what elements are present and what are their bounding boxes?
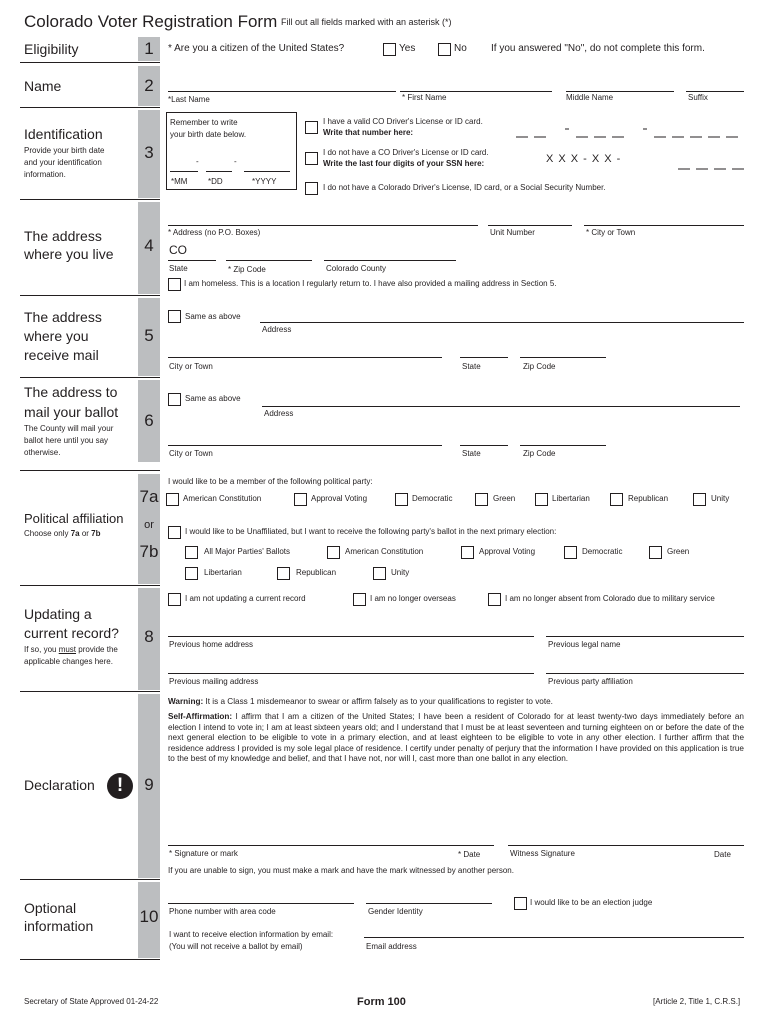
warning-text: [168, 697, 744, 708]
sep-6: [20, 470, 160, 471]
form-subtitle: Fill out all fields marked with an asterisk (*): [281, 17, 452, 27]
id-license-text: I have a valid CO Driver's License or ID card.: [323, 117, 483, 126]
party-7b-checkbox-all-major[interactable]: [185, 546, 198, 559]
section-7-desc: [24, 529, 101, 539]
sep-3: [20, 199, 160, 200]
warning-label: Warning:: [168, 697, 204, 706]
no-longer-overseas-label: I am no longer overseas: [370, 594, 456, 603]
party-7b-checkbox-democratic[interactable]: [564, 546, 577, 559]
party-7a-label-libertarian: Libertarian: [552, 494, 590, 503]
sep-8: [20, 691, 160, 692]
sep-4: [20, 295, 160, 296]
section-7a-number: 7a: [139, 487, 159, 506]
mail-city-input[interactable]: City or Town: [169, 362, 213, 371]
section-4-title-1: The address: [24, 228, 102, 244]
prev-party-input[interactable]: Previous party affiliation: [548, 677, 633, 686]
section-7-title: Political affiliation: [24, 511, 124, 526]
party-7a-label-democratic: Democratic: [412, 494, 453, 503]
section-5-title-1: The address: [24, 309, 102, 325]
party-7b-checkbox-approval-voting[interactable]: [461, 546, 474, 559]
unaffiliated-checkbox[interactable]: [168, 526, 181, 539]
party-7b-label-green: Green: [667, 547, 690, 556]
res-state-label: State: [169, 264, 188, 273]
res-county-line: [324, 260, 456, 261]
section-4-title-2: where you live: [24, 246, 114, 262]
section-6-desc-1: The County will mail your: [24, 424, 114, 433]
section-5-number: 5: [144, 326, 154, 345]
homeless-text: I am homeless. This is a location I regularly return to. I have also provided a mailing address in Section 5.: [184, 279, 557, 288]
party-7a-checkbox-libertarian[interactable]: [535, 493, 548, 506]
warning-body: It is a Class 1 misdemeanor to swear or affirm falsely as to your qualifications to register to vote.: [203, 697, 553, 706]
mail-zip-line: [520, 357, 606, 358]
homeless-checkbox[interactable]: [168, 278, 181, 291]
section-6-title-2: mail your ballot: [24, 404, 119, 420]
suffix-line: [686, 91, 744, 92]
birthdate-reminder-2: your birth date below.: [170, 130, 247, 139]
section-8-desc-1: [24, 645, 118, 655]
birth-dd-line: [206, 171, 232, 172]
section-6-title-1: The address to: [24, 384, 118, 400]
witness-date-input[interactable]: Date: [714, 850, 731, 859]
self-affirmation-body: I affirm that I am a citizen of the United States; I have been a resident of Colorado for at least twenty-two days immediately before an election I intend to vote in; I am at least sixteen years old; and I understand that I must be at least seventeen and turning eighteen on or before the date of the next general election to be eligible to vote in a primary election, and at least eighteen to be eligible to vote in any other election. I further affirm that the residence address I provided is my sole legal place of residence. I certify under penalty of perjury that the information I have provided on this application is true to the best of my knowledge and belief, and that I have not, nor will I, cast more than one ballot in any election.: [168, 712, 744, 763]
first-name-line: [400, 91, 552, 92]
res-zip-input[interactable]: * Zip Code: [228, 265, 266, 274]
section-10-title-1: Optional: [24, 900, 77, 916]
ssn-blanks: [676, 156, 746, 170]
mail-state-line: [460, 357, 508, 358]
prev-name-input[interactable]: Previous legal name: [548, 640, 621, 649]
prev-home-line: [168, 636, 534, 637]
section-8-desc-a: If so, you: [24, 645, 59, 654]
section-1-title: Eligibility: [24, 41, 79, 57]
party-7a-checkbox-approval-voting[interactable]: [294, 493, 307, 506]
birth-yyyy-input[interactable]: *YYYY: [252, 177, 277, 186]
first-name-input[interactable]: * First Name: [402, 93, 447, 102]
section-8-desc-b: provide the: [76, 645, 118, 654]
res-state-value: CO: [169, 243, 187, 257]
section-5-title-2: where you: [24, 328, 89, 344]
section-3-title: Identification: [24, 126, 103, 142]
section-7-desc-b: 7a: [70, 529, 80, 538]
res-city-input[interactable]: * City or Town: [586, 228, 636, 237]
birth-dash-2: -: [234, 157, 237, 166]
party-7b-label-republican: Republican: [296, 568, 337, 577]
res-unit-line: [488, 225, 572, 226]
ballot-address-line: [262, 406, 740, 407]
section-7b-number: 7b: [139, 542, 159, 561]
suffix-input[interactable]: Suffix: [688, 93, 708, 102]
ballot-city-line: [168, 445, 442, 446]
mail-address-line: [260, 322, 744, 323]
section-3-desc-3: information.: [24, 170, 66, 179]
prev-mail-line: [168, 673, 534, 674]
party-7b-options-row1: [185, 545, 745, 561]
birth-dd-input[interactable]: *DD: [208, 177, 223, 186]
ballot-address-input[interactable]: Address: [264, 409, 294, 418]
email-opt-in-text-1: I want to receive election information by email:: [169, 930, 334, 939]
ballot-same-label: Same as above: [185, 394, 241, 403]
citizen-no-checkbox[interactable]: [438, 43, 451, 56]
id-license-checkbox[interactable]: [305, 121, 318, 134]
section-2-title: Name: [24, 78, 62, 94]
mail-zip-input[interactable]: Zip Code: [523, 362, 556, 371]
citizen-no-note: If you answered "No", do not complete this form.: [491, 43, 705, 54]
gender-input[interactable]: Gender Identity: [368, 907, 423, 916]
footer-citation: [Article 2, Title 1, C.R.S.]: [653, 997, 741, 1006]
signature-date-input[interactable]: * Date: [458, 850, 481, 859]
phone-input[interactable]: Phone number with area code: [169, 907, 276, 916]
section-8-desc-2: applicable changes here.: [24, 657, 113, 666]
section-10-number: 10: [139, 907, 159, 926]
self-affirmation-label: Self-Affirmation:: [168, 712, 233, 721]
form-title: Colorado Voter Registration Form: [24, 12, 278, 31]
mail-city-line: [168, 357, 442, 358]
mail-same-label: Same as above: [185, 312, 241, 321]
section-7-desc-c: or: [79, 529, 92, 538]
id-none-text: I do not have a Colorado Driver's License, ID card, or a Social Security Number.: [323, 183, 606, 192]
ballot-zip-line: [520, 445, 606, 446]
res-unit-input[interactable]: Unit Number: [490, 228, 535, 237]
middle-name-line: [566, 91, 674, 92]
id-license-prompt: Write that number here:: [323, 128, 414, 137]
citizen-yes-checkbox[interactable]: [383, 43, 396, 56]
party-7a-label-republican: Republican: [628, 494, 669, 503]
signature-line: [168, 845, 494, 846]
prev-mail-input[interactable]: Previous mailing address: [169, 677, 259, 686]
sep-1: [20, 62, 160, 63]
sep-5: [20, 377, 160, 378]
phone-line: [168, 903, 354, 904]
license-number-field[interactable]: [514, 124, 744, 138]
section-3-desc-1: Provide your birth date: [24, 146, 105, 155]
citizen-yes-label: Yes: [399, 43, 416, 54]
middle-name-input[interactable]: Middle Name: [566, 93, 614, 102]
sep-9: [20, 879, 160, 880]
email-input[interactable]: Email address: [366, 942, 417, 951]
section-9-number: 9: [144, 775, 154, 794]
section-7-desc-a: Choose only: [24, 529, 71, 538]
ballot-state-input[interactable]: State: [462, 449, 481, 458]
prev-name-line: [546, 636, 744, 637]
party-7a-label-american-constitution: American Constitution: [183, 494, 262, 503]
signature-input[interactable]: * Signature or mark: [169, 849, 238, 858]
self-affirmation: [168, 712, 744, 765]
section-3-desc-2: and your identification: [24, 158, 102, 167]
birth-mm-line: [170, 171, 198, 172]
res-zip-line: [226, 260, 312, 261]
id-ssn-prompt: Write the last four digits of your SSN here:: [323, 159, 485, 168]
sep-10: [20, 959, 160, 960]
not-updating-checkbox[interactable]: [168, 593, 181, 606]
ballot-same-checkbox[interactable]: [168, 393, 181, 406]
section-8-title-2: current record?: [24, 625, 119, 641]
ssn-last-four-field[interactable]: [676, 156, 746, 170]
section-8-desc-must: must: [58, 645, 77, 654]
birth-dash-1: -: [196, 157, 199, 166]
section-8-number: 8: [144, 627, 154, 646]
section-6-desc-2: ballot here until you say: [24, 436, 109, 445]
id-ssn-text: I do not have a CO Driver's License or ID card.: [323, 148, 489, 157]
party-7a-intro: I would like to be a member of the following political party:: [168, 477, 373, 486]
last-name-line: [168, 91, 396, 92]
witness-line: [508, 845, 744, 846]
section-6-number: 6: [144, 411, 154, 430]
last-name-input[interactable]: *Last Name: [168, 95, 210, 104]
party-7a-label-unity: Unity: [711, 494, 730, 503]
ballot-zip-input[interactable]: Zip Code: [523, 449, 556, 458]
party-7b-label-approval-voting: Approval Voting: [479, 547, 536, 556]
section-3-number: 3: [144, 143, 154, 162]
section-2-number: 2: [144, 76, 154, 95]
party-7b-checkbox-american-constitution[interactable]: [327, 546, 340, 559]
id-ssn-checkbox[interactable]: [305, 152, 318, 165]
alert-icon: !: [107, 773, 133, 799]
footer-approved: Secretary of State Approved 01-24-22: [24, 997, 159, 1006]
party-7b-checkbox-republican[interactable]: [277, 567, 290, 580]
party-7a-options: [166, 492, 746, 508]
ballot-state-line: [460, 445, 508, 446]
party-7b-checkbox-green[interactable]: [649, 546, 662, 559]
email-opt-in-text-2: (You will not receive a ballot by email): [169, 942, 303, 951]
party-7a-checkbox-green[interactable]: [475, 493, 488, 506]
section-1-number: 1: [144, 39, 154, 58]
party-7b-intro: I would like to be Unaffiliated, but I want to receive the following party's ballot in the next primary election:: [185, 527, 557, 536]
witness-signature-input[interactable]: Witness Signature: [510, 849, 575, 858]
party-7b-label-unity: Unity: [391, 568, 410, 577]
no-longer-military-label: I am no longer absent from Colorado due to military service: [505, 594, 715, 603]
birth-mm-input[interactable]: *MM: [171, 177, 188, 186]
election-judge-checkbox[interactable]: [514, 897, 527, 910]
section-10-title-2: information: [24, 918, 94, 934]
ssn-mask: X X X - X X -: [546, 153, 622, 165]
section-7-desc-d: 7b: [91, 529, 101, 538]
gender-line: [366, 903, 492, 904]
res-address-input[interactable]: * Address (no P.O. Boxes): [168, 228, 261, 237]
party-7b-options-row2: [185, 566, 485, 582]
res-county-input[interactable]: Colorado County: [326, 264, 387, 273]
party-7a-checkbox-american-constitution[interactable]: [166, 493, 179, 506]
res-city-line: [584, 225, 744, 226]
birthdate-reminder-1: Remember to write: [170, 118, 238, 127]
citizen-question: * Are you a citizen of the United States?: [168, 43, 345, 54]
not-updating-label: I am not updating a current record: [185, 594, 306, 603]
election-judge-label: I would like to be an election judge: [530, 898, 653, 907]
mail-address-input[interactable]: Address: [262, 325, 292, 334]
party-7b-label-libertarian: Libertarian: [204, 568, 242, 577]
party-7b-checkbox-unity[interactable]: [373, 567, 386, 580]
mail-state-input[interactable]: State: [462, 362, 481, 371]
party-7b-label-democratic: Democratic: [582, 547, 623, 556]
party-7b-label-all-major: All Major Parties' Ballots: [204, 547, 290, 556]
party-7a-label-approval-voting: Approval Voting: [311, 494, 368, 503]
section-4-number: 4: [144, 236, 154, 255]
section-9-title: Declaration: [24, 777, 95, 793]
no-longer-military-checkbox[interactable]: [488, 593, 501, 606]
mark-note: If you are unable to sign, you must make a mark and have the mark witnessed by another person.: [168, 866, 514, 875]
section-6-desc-3: otherwise.: [24, 448, 61, 457]
no-longer-overseas-checkbox[interactable]: [353, 593, 366, 606]
party-7b-checkbox-libertarian[interactable]: [185, 567, 198, 580]
res-state-line: [168, 260, 216, 261]
party-7a-checkbox-republican[interactable]: [610, 493, 623, 506]
party-7a-label-green: Green: [493, 494, 516, 503]
section-8-title-1: Updating a: [24, 606, 92, 622]
ballot-city-input[interactable]: City or Town: [169, 449, 213, 458]
citizen-no-label: No: [454, 43, 467, 54]
birth-yyyy-line: [244, 171, 290, 172]
res-address-line: [168, 225, 478, 226]
section-5-title-3: receive mail: [24, 347, 99, 363]
party-7b-label-american-constitution: American Constitution: [345, 547, 424, 556]
sep-2: [20, 107, 160, 108]
email-line: [364, 937, 744, 938]
section-7-or: or: [144, 519, 154, 531]
party-7a-checkbox-democratic[interactable]: [395, 493, 408, 506]
prev-party-line: [546, 673, 744, 674]
party-7a-checkbox-unity[interactable]: [693, 493, 706, 506]
id-none-checkbox[interactable]: [305, 182, 318, 195]
sep-7: [20, 585, 160, 586]
footer-form-number: Form 100: [357, 996, 406, 1008]
mail-same-checkbox[interactable]: [168, 310, 181, 323]
license-number-blanks: [514, 124, 744, 138]
prev-home-input[interactable]: Previous home address: [169, 640, 254, 649]
